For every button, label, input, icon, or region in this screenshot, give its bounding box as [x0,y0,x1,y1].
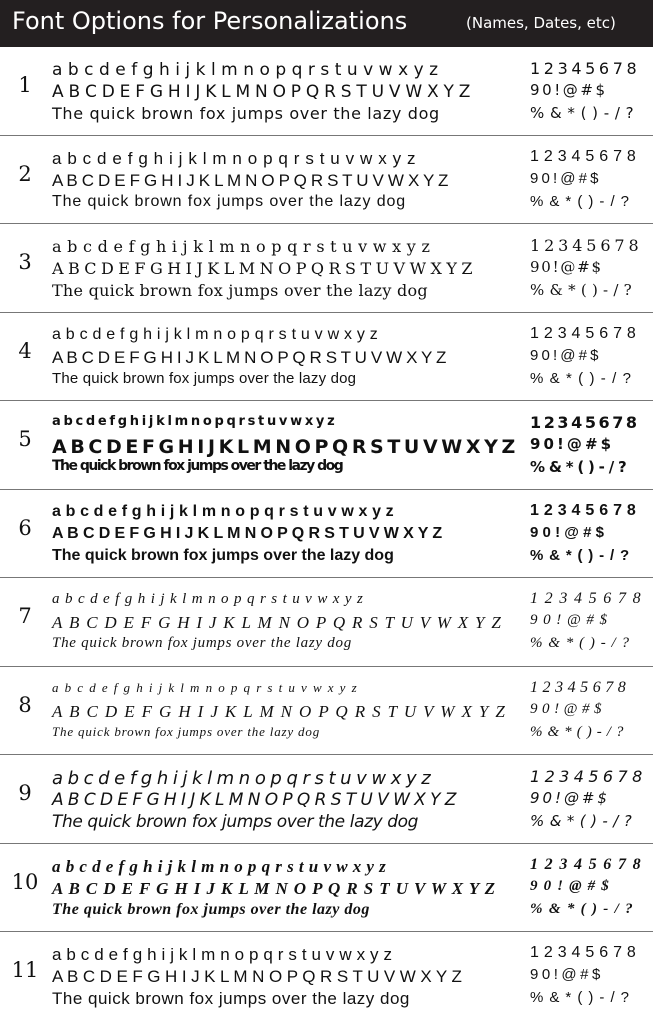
font-option-number: 4 [18,338,32,363]
page-title: Font Options for Personalizations [12,7,408,35]
font-option-row [0,667,653,756]
font-option-row [0,578,653,667]
font-option-row [0,224,653,313]
sample-symbols: % & * ( ) - / ? [530,989,630,1006]
sample-digits-symbols: 9 0 ! @ # $ [530,169,598,187]
sample-digits: 1 2 3 4 5 6 7 8 [530,147,637,165]
sample-lowercase: a b c d e f g h i j k l m n o p q r s t u v w x y z [52,945,393,964]
sample-symbols: % & * ( ) - / ? [530,281,632,299]
sample-digits-symbols: 9 0 ! @ # $ [530,258,600,276]
sample-sentence: The quick brown fox jumps over the lazy dog [52,989,410,1008]
sample-lowercase: a b c d e f g h i j k l m n o p q r s t u v w x y z [52,502,394,520]
sample-digits-symbols: 9 0 ! @ # $ [530,877,610,894]
font-option-number: 11 [11,958,39,982]
sample-lowercase: a b c d e f g h i j k l m n o p q r s t u v w x y z [52,856,387,876]
sample-symbols: % & * ( ) - / ? [530,900,634,917]
sample-digits: 1 2 3 4 5 6 7 8 [530,324,637,342]
sample-symbols: % & * ( ) - / ? [530,812,633,830]
sample-lowercase: a b c d e f g h i j k l m n o p q r s t u v w x y z [52,148,417,168]
sample-sentence: The quick brown fox jumps over the lazy dog [52,900,370,918]
font-option-number: 2 [18,161,32,186]
sample-uppercase: A B C D E F G H I J K L M N O P Q R S T U V W X Y Z [52,701,507,721]
sample-symbols: % & * ( ) - / ? [530,458,626,476]
font-option-number: 3 [18,250,32,274]
sample-digits: 1 2 3 4 5 6 7 8 [530,944,637,961]
sample-symbols: % & * ( ) - / ? [530,369,633,387]
font-option-row [0,136,653,225]
sample-sentence: The quick brown fox jumps over the lazy dog [52,369,357,387]
sample-sentence: The quick brown fox jumps over the lazy dog [52,546,394,564]
sample-uppercase: A B C D E F G H I J K L M N O P Q R S T U V W X Y Z [52,347,446,367]
sample-digits-symbols: 9 0 ! @ # $ [530,966,600,983]
sample-digits: 1 2 3 4 5 6 7 8 [530,59,636,78]
sample-digits-symbols: 9 0 ! @ # $ [530,346,598,364]
sample-lowercase: a b c d e f g h i j k l m n o p q r s t u v w x y z [52,60,439,80]
sample-lowercase: a b c d e f g h i j k l m n o p q r s t u v w x y z [52,414,334,429]
sample-symbols: % & * ( ) - / ? [530,546,630,564]
sample-uppercase: A B C D E F G H I J K L M N O P Q R S T U V W X Y Z [52,524,443,542]
sample-symbols: % & * ( ) - / ? [530,635,631,651]
sample-uppercase: A B C D E F G H I J K L M N O P Q R S T U V W X Y Z [52,878,496,898]
font-option-row [0,844,653,933]
sample-symbols: % & * ( ) - / ? [530,192,630,210]
font-option-row [0,313,653,402]
font-option-number: 6 [18,515,32,540]
sample-sentence: The quick brown fox jumps over the lazy dog [52,812,419,832]
page-header [0,0,653,47]
font-option-number: 9 [18,781,32,805]
sample-digits: 1 2 3 4 5 6 7 8 [530,413,636,432]
sample-lowercase: a b c d e f g h i j k l m n o p q r s t u v w x y z [52,768,431,789]
font-option-row [0,932,653,1017]
sample-uppercase: A B C D E F G H I J K L M N O P Q R S T U V W X Y Z [52,259,473,278]
sample-digits: 1 2 3 4 5 6 7 8 [530,501,637,519]
sample-lowercase: a b c d e f g h i j k l m n o p q r s t u v w x y z [52,679,359,695]
sample-uppercase: A B C D E F G H I J K L M N O P Q R S T U V W X Y Z [52,613,503,632]
sample-uppercase: A B C D E F G H I J K L M N O P Q R S T U V W X Y Z [52,170,449,190]
sample-digits-symbols: 9 0 ! @ # $ [530,700,602,717]
sample-uppercase: A B C D E F G H I J K L M N O P Q R S T U V W X Y Z [52,82,471,102]
page-subtitle: (Names, Dates, etc) [466,14,616,32]
sample-symbols: % & * ( ) - / ? [530,104,635,122]
sample-sentence: The quick brown fox jumps over the lazy dog [52,192,407,210]
sample-lowercase: a b c d e f g h i j k l m n o p q r s t u v w x y z [52,591,364,607]
sample-digits-symbols: 9 0 ! @ # $ [530,612,608,628]
sample-digits-symbols: 9 0 ! @ # $ [530,523,605,541]
sample-sentence: The quick brown fox jumps over the lazy dog [52,104,440,123]
sample-sentence: The quick brown fox jumps over the lazy dog [52,281,428,300]
sample-uppercase: A B C D E F G H I J K L M N O P Q R S T U V W X Y Z [52,790,456,810]
sample-sentence: The quick brown fox jumps over the lazy dog [52,635,352,651]
font-option-row [0,490,653,579]
sample-uppercase: A B C D E F G H I J K L M N O P Q R S T U V W X Y Z [52,967,462,986]
sample-digits-symbols: 9 0 ! @ # $ [530,435,610,453]
sample-digits-symbols: 9 0 ! @ # $ [530,81,604,99]
sample-uppercase: A B C D E F G H I J K L M N O P Q R S T U V W X Y Z [52,436,514,458]
sample-digits: 1 2 3 4 5 6 7 8 [530,678,627,696]
sample-lowercase: a b c d e f g h i j k l m n o p q r s t u v w x y z [52,237,431,256]
font-option-row [0,755,653,844]
font-option-row [0,47,653,136]
sample-digits: 1 2 3 4 5 6 7 8 [530,767,642,786]
sample-lowercase: a b c d e f g h i j k l m n o p q r s t u v w x y z [52,325,379,343]
sample-digits: 1 2 3 4 5 6 7 8 [530,855,642,873]
sample-digits: 1 2 3 4 5 6 7 8 [530,590,642,607]
font-option-number: 10 [11,869,39,894]
sample-digits: 1 2 3 4 5 6 7 8 [530,236,639,255]
sample-sentence: The quick brown fox jumps over the lazy dog [52,723,321,739]
font-options-list [0,47,653,1017]
font-option-number: 8 [18,692,32,717]
font-option-number: 5 [18,427,32,451]
font-option-number: 1 [18,73,32,97]
sample-symbols: % & * ( ) - / ? [530,723,625,740]
sample-digits-symbols: 9 0 ! @ # $ [530,789,607,807]
font-option-number: 7 [18,604,32,628]
font-option-row [0,401,653,490]
sample-sentence: The quick brown fox jumps over the lazy dog [52,458,343,474]
